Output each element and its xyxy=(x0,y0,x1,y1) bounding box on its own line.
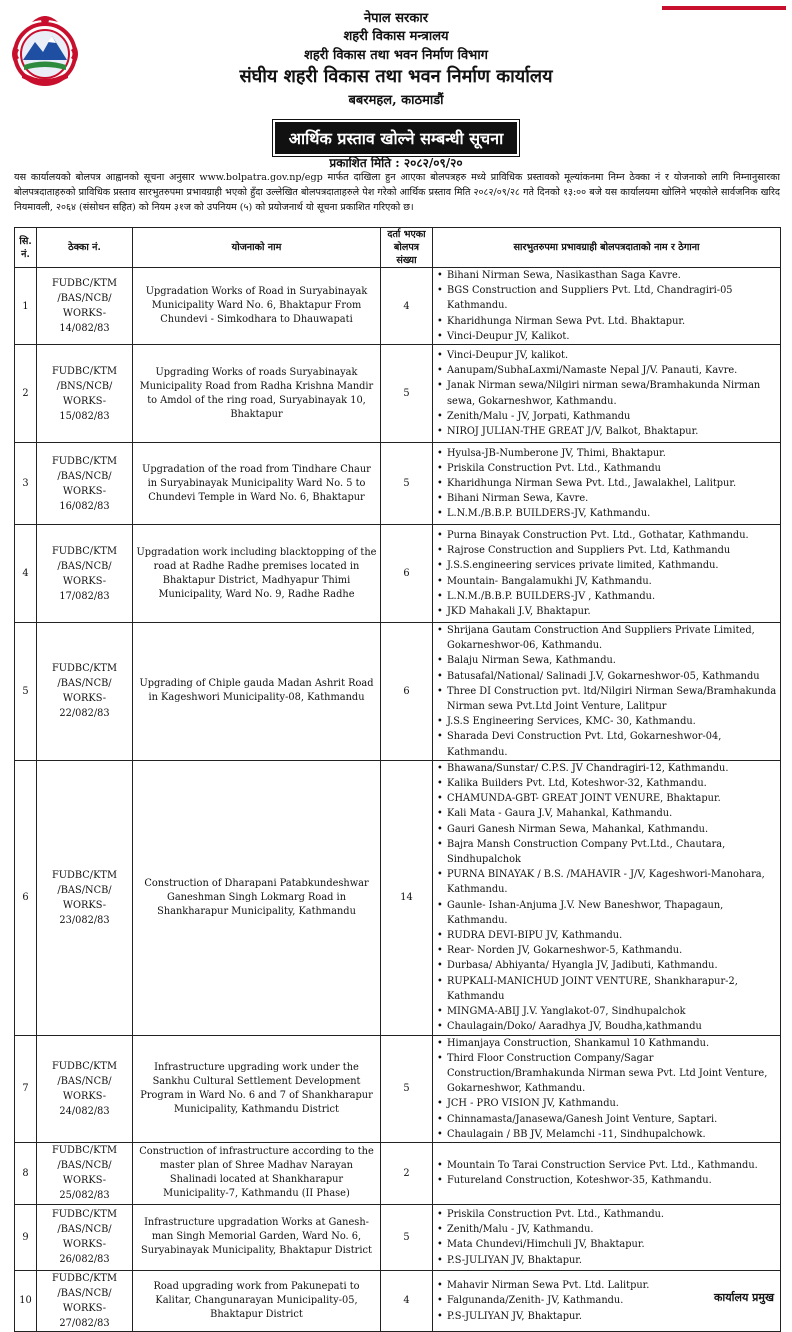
contract-no-part: FUDBC/KTM xyxy=(52,545,117,557)
list-item: • Priskila Construction Pvt. Ltd., Kathmandu xyxy=(447,461,777,476)
contract-no-part: WORKS-26/082/83 xyxy=(59,1239,110,1266)
contract-no-part: FUDBC/KTM xyxy=(52,1209,117,1221)
contract-no-part: WORKS-25/082/83 xyxy=(59,1175,110,1202)
notice-title: आर्थिक प्रस्ताव खोल्ने सम्बन्धी सूचना xyxy=(275,122,517,154)
table-header-row xyxy=(15,228,781,268)
row-bidders xyxy=(433,525,781,623)
list-item: • Bhawana/Sunstar/ C.P.S. JV Chandragiri-12, Kathmandu. xyxy=(447,761,777,776)
contract-no-part: /BAS/NCB/ xyxy=(57,1287,112,1299)
bidder-list xyxy=(436,528,777,619)
ministry-name: शहरी विकास मन्त्रालय xyxy=(343,29,449,44)
list-item: • CHAMUNDA-GBT- GREAT JOINT VENURE, Bhaktapur. xyxy=(447,791,777,806)
list-item: • Kali Mata - Gaura J.V, Mahankal, Kathmandu. xyxy=(447,806,777,821)
table-row xyxy=(15,760,781,1035)
row-contract-no xyxy=(37,760,133,1035)
row-bid-count: 5 xyxy=(381,1035,433,1142)
list-item: • Three DI Construction pvt. ltd/Nilgiri Nirman Sewa/Bramhakunda Nirman sewa Pvt.Ltd Joint Venture, Lalitpur xyxy=(447,684,777,714)
list-item: • Bajra Mansh Construction Company Pvt.Ltd., Chautara, Sindhupalchok xyxy=(447,837,777,867)
contract-no-part: FUDBC/KTM xyxy=(52,278,117,289)
list-item: • Rajrose Construction and Suppliers Pvt. Ltd, Kathmandu xyxy=(447,543,777,558)
contract-no-part: WORKS-14/082/83 xyxy=(59,308,110,334)
table-row xyxy=(15,623,781,761)
contract-no-part: /BNS/NCB/ xyxy=(56,380,113,392)
list-item: • RUPKALI-MANICHUD JOINT VENTURE, Shankharapur-2, Kathmandu xyxy=(447,974,777,1004)
list-item: • P.S-JULIYAN JV, Bhaktapur. xyxy=(447,1253,777,1268)
row-sn: 7 xyxy=(15,1035,37,1142)
contract-no-part: WORKS-27/082/83 xyxy=(59,1302,110,1329)
contract-no-part: /BAS/NCB/ xyxy=(57,470,112,482)
row-bidders xyxy=(433,1142,781,1204)
list-item: • Chaulagain / BB JV, Melamchi -11, Sindhupalchowk. xyxy=(447,1127,777,1142)
table-row xyxy=(15,443,781,525)
list-item: • JKD Mahakali J.V, Bhaktapur. xyxy=(447,604,777,619)
row-sn: 2 xyxy=(15,345,37,443)
header xyxy=(0,0,792,213)
row-project-name: Upgradation Works of Road in Suryabinayak Municipality Ward No. 6, Bhaktapur From Chundevi - Simkodhara to Dhauwapati xyxy=(133,268,381,345)
list-item: • Vinci-Deupur JV, Kalikot. xyxy=(447,329,777,344)
bidder-list xyxy=(436,623,777,760)
table-body xyxy=(15,268,781,1332)
bidder-list xyxy=(436,348,777,439)
row-project-name: Construction of infrastructure according to the master plan of Shree Madhav Narayan Shalinadi located at Shankharapur Municipality-7, Kathmandu (II Phase) xyxy=(133,1142,381,1204)
contract-no-part: FUDBC/KTM xyxy=(52,1272,117,1284)
bidder-list xyxy=(436,1207,777,1268)
list-item: • NIROJ JULIAN-THE GREAT J/V, Balkot, Bhaktapur. xyxy=(447,424,777,439)
list-item: • Zenith/Malu - JV, Jorpati, Kathmandu xyxy=(447,409,777,424)
published-date: प्रकाशित मिति : २०८२/०९/२० xyxy=(329,156,463,170)
list-item: • Falgunanda/Zenith- JV, Kathmandu. xyxy=(447,1293,777,1308)
row-project-name: Construction of Dharapani Patabkundeshwar Ganeshman Singh Lokmarg Road in Shankharapur Municipality, Kathmandu xyxy=(133,760,381,1035)
list-item: • Priskila Construction Pvt. Ltd., Kathmandu. xyxy=(447,1207,777,1222)
contract-no-part: /BAS/NCB/ xyxy=(57,293,112,304)
contract-no-part: FUDBC/KTM xyxy=(52,1060,117,1072)
list-item: • PURNA BINAYAK / B.S. /MAHAVIR - J/V, Kageshwori-Manohara, Kathmandu. xyxy=(447,867,777,897)
contract-no-part: /BAS/NCB/ xyxy=(57,678,112,690)
list-item: • Zenith/Malu - JV, Kathmandu. xyxy=(447,1222,777,1237)
contract-no-part: /BAS/NCB/ xyxy=(57,884,112,896)
row-bidders xyxy=(433,623,781,761)
row-bid-count: 2 xyxy=(381,1142,433,1204)
row-bidders xyxy=(433,268,781,345)
row-bid-count: 5 xyxy=(381,443,433,525)
contract-no-part: FUDBC/KTM xyxy=(52,1145,117,1157)
list-item: • L.N.M./B.B.P. BUILDERS-JV, Kathmandu. xyxy=(447,506,777,521)
row-project-name: Upgradation of the road from Tindhare Chaur in Suryabinayak Municipality Ward No. 5 to Chundevi Temple in Ward No. 6, Bhaktapur xyxy=(133,443,381,525)
contract-no-part: /BAS/NCB/ xyxy=(57,1160,112,1172)
table-row xyxy=(15,1270,781,1331)
row-project-name: Upgrading of Chiple gauda Madan Ashrit Road in Kageshwori Municipality-08, Kathmandu xyxy=(133,623,381,761)
bidder-list xyxy=(436,268,777,344)
list-item: • Janak Nirman sewa/Nilgiri nirman sewa/Bramhakunda Nirman sewa, Gokarneshwor, Kathmandu. xyxy=(447,378,777,408)
list-item: • Rear- Norden JV, Gokarneshwor-5, Kathmandu. xyxy=(447,943,777,958)
contract-no-part: WORKS-24/082/83 xyxy=(59,1090,110,1117)
contract-no-part: WORKS-22/082/83 xyxy=(59,693,110,720)
row-bidders xyxy=(433,345,781,443)
list-item: • Kalika Builders Pvt. Ltd, Koteshwor-32, Kathmandu. xyxy=(447,776,777,791)
bidder-list xyxy=(436,761,777,1035)
row-bidders xyxy=(433,760,781,1035)
list-item: • Hyulsa-JB-Numberone JV, Thimi, Bhaktapur. xyxy=(447,446,777,461)
row-contract-no xyxy=(37,525,133,623)
contract-no-part: FUDBC/KTM xyxy=(52,869,117,881)
row-sn: 5 xyxy=(15,623,37,761)
list-item: • J.S.S Engineering Services, KMC- 30, Kathmandu. xyxy=(447,714,777,729)
list-item: • Sharada Devi Construction Pvt. Ltd, Gokarneshwor-04, Kathmandu. xyxy=(447,729,777,759)
bid-table xyxy=(14,227,781,1332)
header-bid-count: दर्ता भएका बोलपत्र संख्या xyxy=(381,228,433,268)
list-item: • Himanjaya Construction, Shankamul 10 Kathmandu. xyxy=(447,1036,777,1051)
header-bidders: सारभुतरुपमा प्रभावग्राही बोलपत्रदाताको नाम र ठेगाना xyxy=(433,228,781,268)
department-name: शहरी विकास तथा भवन निर्माण विभाग xyxy=(304,48,488,63)
contract-no-part: FUDBC/KTM xyxy=(52,365,117,377)
office-name: संघीय शहरी विकास तथा भवन निर्माण कार्यालय xyxy=(239,66,553,87)
row-sn: 1 xyxy=(15,268,37,345)
header-sn: सि. नं. xyxy=(15,228,37,268)
contract-no-part: WORKS-16/082/83 xyxy=(59,485,110,512)
list-item: • Chinnamasta/Janasewa/Ganesh Joint Venture, Saptari. xyxy=(447,1112,777,1127)
row-contract-no xyxy=(37,443,133,525)
row-bidders xyxy=(433,1204,781,1270)
list-item: • Mountain- Bangalamukhi JV, Kathmandu. xyxy=(447,574,777,589)
intro-paragraph: यस कार्यालयको बोलपत्र आह्वानको सूचना अनुसार www.bolpatra.gov.np/egp मार्फत दाखिला हुन आएका बोलपत्रहरु मध्ये प्राविधिक प्रस्तावको मूल्यांकनमा निम्न ठेक्का नं र योजनाको लागि निम्नानुसारका बोलपत्रदाताहरुको प्राविधिक प्रस्ताव सारभुतरुपमा प्रभावग्राही भएको हुँदा उल्लेखित बोलपत्रदाताहरुले पेश गरेको आर्थिक प्रस्ताव मिति २०८२/०९/२८ गते दिनको १३:०० बजे यस कार्यालयमा खोलिने भएकोले सार्वजनिक खरिद नियमावली, २०६४ (संसोधन सहित) को नियम ३१ज को उपनियम (५) को प्रयोजनार्थ यो सूचना प्रकाशित गरिएको छ। xyxy=(14,172,780,213)
contract-no-part: /BAS/NCB/ xyxy=(57,1075,112,1087)
table-row xyxy=(15,525,781,623)
table-row xyxy=(15,345,781,443)
list-item: • P.S-JULIYAN JV, Bhaktapur. xyxy=(447,1309,777,1324)
row-contract-no xyxy=(37,1204,133,1270)
contract-no-part: WORKS-17/082/83 xyxy=(59,575,110,602)
list-item: • Aanupam/SubhaLaxmi/Namaste Nepal J/V. Panauti, Kavre. xyxy=(447,363,777,378)
contract-no-part: FUDBC/KTM xyxy=(52,455,117,467)
row-contract-no xyxy=(37,1035,133,1142)
list-item: • BGS Construction and Suppliers Pvt. Ltd, Chandragiri-05 Kathmandu. xyxy=(447,283,777,313)
table-row xyxy=(15,1142,781,1204)
bidder-list xyxy=(436,1036,777,1142)
list-item: • Gaunle- Ishan-Anjuma J.V. New Baneshwor, Thapagaun, Kathmandu. xyxy=(447,898,777,928)
list-item: • MINGMA-ABIJ J.V. Yanglakot-07, Sindhupalchok xyxy=(447,1004,777,1019)
row-sn: 3 xyxy=(15,443,37,525)
list-item: • Futureland Construction, Koteshwor-35, Kathmandu. xyxy=(447,1173,777,1188)
contract-no-part: /BAS/NCB/ xyxy=(57,1224,112,1236)
list-item: • RUDRA DEVI-BIPU JV, Kathmandu. xyxy=(447,928,777,943)
row-contract-no xyxy=(37,1142,133,1204)
list-item: • Balaju Nirman Sewa, Kathmandu. xyxy=(447,653,777,668)
row-contract-no xyxy=(37,1270,133,1331)
row-bid-count: 6 xyxy=(381,525,433,623)
contract-no-part: FUDBC/KTM xyxy=(52,663,117,675)
list-item: • Mountain To Tarai Construction Service Pvt. Ltd., Kathmandu. xyxy=(447,1158,777,1173)
list-item: • Shrijana Gautam Construction And Suppliers Private Limited, Gokarneshwor-06, Kathmandu. xyxy=(447,623,777,653)
row-project-name: Upgrading Works of roads Suryabinayak Municipality Road from Radha Krishna Mandir to Amdol of the ring road, Suryabinayak 10, Bhaktapur xyxy=(133,345,381,443)
signatory-title: कार्यालय प्रमुख xyxy=(713,1291,774,1304)
bidder-list xyxy=(436,446,777,522)
row-project-name: Upgradation work including blacktopping of the road at Radhe Radhe premises located in Bhaktapur District, Madhyapur Thimi Municipality, Ward No. 9, Radhe Radhe xyxy=(133,525,381,623)
list-item: • Third Floor Construction Company/Sagar Construction/Bramhakunda Nirman sewa Pvt. Ltd Joint Venture, Gokarneshwor, Kathmandu. xyxy=(447,1051,777,1097)
bidder-list xyxy=(436,1158,777,1188)
row-contract-no xyxy=(37,345,133,443)
list-item: • Vinci-Deupur JV, kalikot. xyxy=(447,348,777,363)
list-item: • Bihani Nirman Sewa, Nasikasthan Saga Kavre. xyxy=(447,268,777,283)
contract-no-part: WORKS-23/082/83 xyxy=(59,899,110,926)
table-row xyxy=(15,268,781,345)
government-name: नेपाल सरकार xyxy=(363,11,429,26)
row-contract-no xyxy=(37,623,133,761)
row-sn: 9 xyxy=(15,1204,37,1270)
list-item: • Kharidhunga Nirman Sewa Pvt. Ltd., Jawalakhel, Lalitpur. xyxy=(447,476,777,491)
header-project-name: योजनाको नाम xyxy=(133,228,381,268)
list-item: • J.S.S.engineering services private limited, Kathmandu. xyxy=(447,558,777,573)
row-bidders xyxy=(433,443,781,525)
list-item: • Batusafal/National/ Salinadi J.V, Gokarneshwor-05, Kathmandu xyxy=(447,669,777,684)
row-bid-count: 14 xyxy=(381,760,433,1035)
contract-no-part: /BAS/NCB/ xyxy=(57,560,112,572)
row-bid-count: 6 xyxy=(381,623,433,761)
row-bidders xyxy=(433,1035,781,1142)
list-item: • JCH - PRO VISION JV, Kathmandu. xyxy=(447,1096,777,1111)
table-row xyxy=(15,1204,781,1270)
row-bid-count: 5 xyxy=(381,345,433,443)
row-project-name: Infrastructure upgrading work under the Sankhu Cultural Settlement Development Program in Ward No. 6 and 7 of Shankharapur Municipality, Kathmandu District xyxy=(133,1035,381,1142)
row-sn: 4 xyxy=(15,525,37,623)
row-contract-no xyxy=(37,268,133,345)
row-bid-count: 5 xyxy=(381,1204,433,1270)
contract-no-part: WORKS-15/082/83 xyxy=(59,395,110,422)
list-item: • Gauri Ganesh Nirman Sewa, Mahankal, Kathmandu. xyxy=(447,822,777,837)
header-contract-no: ठेक्का नं. xyxy=(37,228,133,268)
list-item: • Mahavir Nirman Sewa Pvt. Ltd. Lalitpur. xyxy=(447,1278,777,1293)
list-item: • Durbasa/ Abhiyanta/ Hyangla JV, Jadibuti, Kathmandu. xyxy=(447,958,777,973)
table-row xyxy=(15,1035,781,1142)
list-item: • L.N.M./B.B.P. BUILDERS-JV , Kathmandu. xyxy=(447,589,777,604)
row-project-name: Road upgrading work from Pakunepati to Kalitar, Changunarayan Municipality-05, Bhaktapur District xyxy=(133,1270,381,1331)
list-item: • Chaulagain/Doko/ Aaradhya JV, Boudha,kathmandu xyxy=(447,1019,777,1034)
list-item: • Kharidhunga Nirman Sewa Pvt. Ltd. Bhaktapur. xyxy=(447,314,777,329)
list-item: • Purna Binayak Construction Pvt. Ltd., Gothatar, Kathmandu. xyxy=(447,528,777,543)
list-item: • Mata Chundevi/Himchuli JV, Bhaktapur. xyxy=(447,1237,777,1252)
office-address: बबरमहल, काठमाडौं xyxy=(348,93,444,108)
row-sn: 10 xyxy=(15,1270,37,1331)
row-bid-count: 4 xyxy=(381,268,433,345)
notice-title-banner xyxy=(0,122,792,154)
row-project-name: Infrastructure upgradation Works at Ganesh-man Singh Memorial Garden, Ward No. 6, Suryabinayak Municipality, Bhaktapur District xyxy=(133,1204,381,1270)
row-bid-count: 4 xyxy=(381,1270,433,1331)
row-sn: 8 xyxy=(15,1142,37,1204)
list-item: • Bihani Nirman Sewa, Kavre. xyxy=(447,491,777,506)
row-sn: 6 xyxy=(15,760,37,1035)
